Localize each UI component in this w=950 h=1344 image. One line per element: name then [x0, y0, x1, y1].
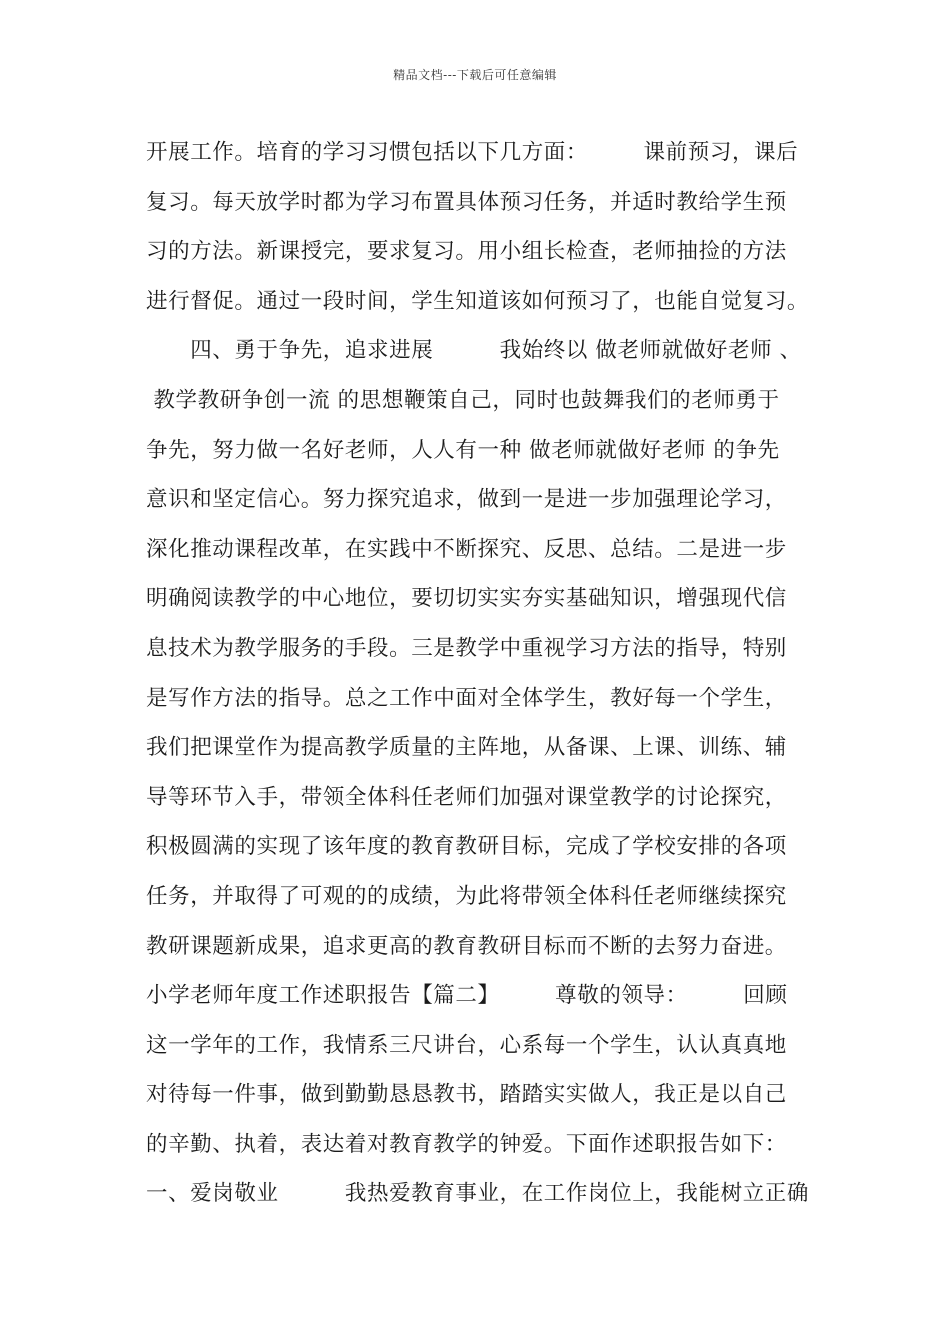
- text-line: 积极圆满的实现了该年度的教育教研目标，完成了学校安排的各项: [146, 834, 787, 860]
- text-line: 开展工作。培育的学习习惯包括以下几方面： 课前预习，课后: [146, 140, 799, 165]
- text-line: 我们把课堂作为提高教学质量的主阵地，从备课、上课、训练、辅: [146, 735, 787, 761]
- text-line: 争先，努力做一名好老师，人人有一种 做老师就做好老师 的争先: [146, 437, 780, 463]
- text-line: 任务，并取得了可观的的成绩，为此将带领全体科任老师继续探究: [146, 883, 787, 909]
- text-line: 导等环节入手，带领全体科任老师们加强对课堂教学的讨论探究，: [146, 784, 787, 810]
- body-text: [146, 128, 826, 1219]
- text-line: 进行督促。通过一段时间，学生知道该如何预习了，也能自觉复习。: [146, 288, 810, 314]
- text-line: 一、爱岗敬业 我热爱教育事业，在工作岗位上，我能树立正确: [146, 1181, 810, 1207]
- text-line: 这一学年的工作，我情系三尺讲台，心系每一个学生，认认真真地: [146, 1032, 787, 1058]
- text-line: 息技术为教学服务的手段。三是教学中重视学习方法的指导，特别: [146, 635, 787, 661]
- text-line: 四、勇于争先，追求进展 我始终以 做老师就做好老师 、: [146, 338, 802, 364]
- text-line: 的辛勤、执着，表达着对教育教学的钟爱。下面作述职报告如下：: [146, 1131, 787, 1157]
- text-line: 对待每一件事，做到勤勤恳恳教书，踏踏实实做人，我正是以自己: [146, 1082, 787, 1108]
- text-line: 是写作方法的指导。总之工作中面对全体学生，教好每一个学生，: [146, 685, 787, 711]
- text-line: 意识和坚定信心。努力探究追求，做到一是进一步加强理论学习，: [146, 487, 787, 513]
- text-line: 明确阅读教学的中心地位，要切切实实夯实基础知识，增强现代信: [146, 586, 787, 612]
- page-header: 精品文档---下载后可任意编辑: [393, 68, 557, 82]
- text-line: 复习。每天放学时都为学习布置具体预习任务，并适时教给学生预: [146, 189, 787, 215]
- text-line: 教研课题新成果，追求更高的教育教研目标而不断的去努力奋进。: [146, 933, 787, 959]
- section-heading-line: 小学老师年度工作述职报告【篇二】 尊敬的领导： 回顾: [146, 983, 788, 1009]
- text-line: 深化推动课程改革，在实践中不断探究、反思、总结。二是进一步: [146, 536, 787, 562]
- text-line: 教学教研争创一流 的思想鞭策自己，同时也鼓舞我们的老师勇于: [146, 387, 780, 413]
- text-line: 习的方法。新课授完，要求复习。用小组长检查，老师抽捡的方法: [146, 239, 787, 265]
